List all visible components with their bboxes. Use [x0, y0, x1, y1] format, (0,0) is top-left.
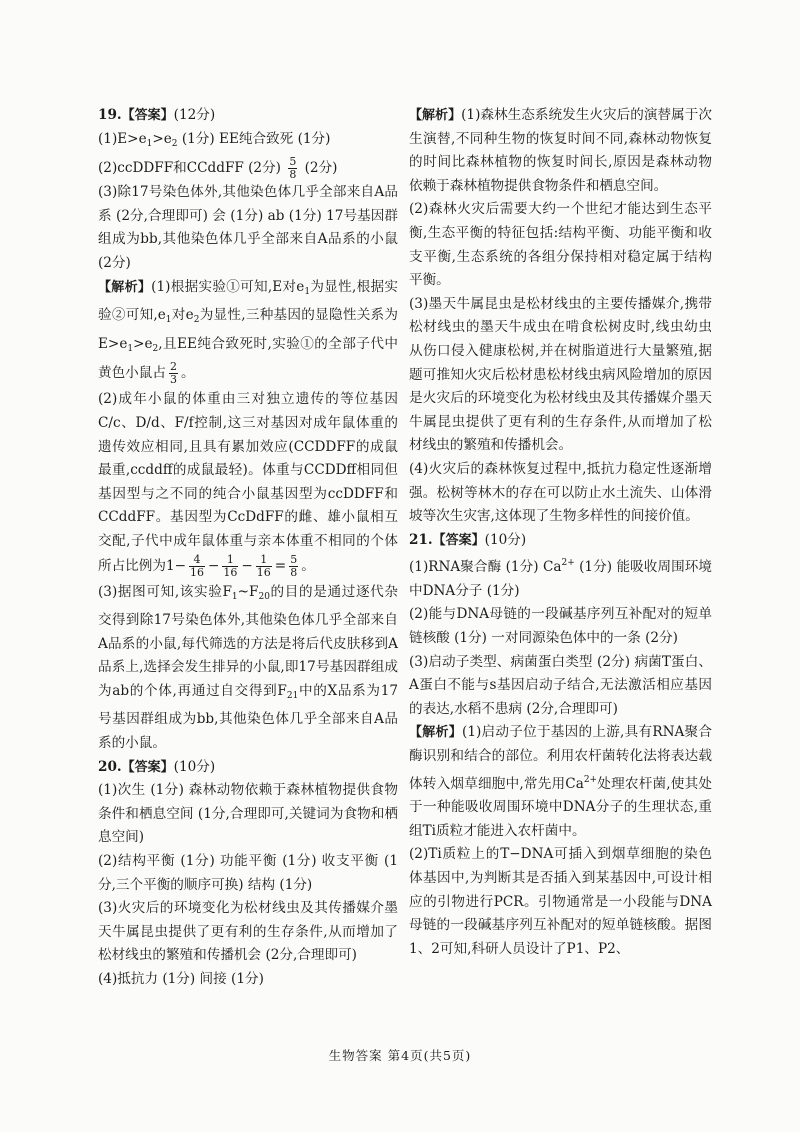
score: (12分) [173, 107, 216, 123]
q20-explanation-2: (2)森林火灾后需要大约一个世纪才能达到生态平衡,生态平衡的特征包括:结构平衡、功能平衡和收支平衡,生态系统的各组分保持相对稳定属于结构平衡。 [409, 201, 712, 289]
q19-answer-2 [98, 156, 398, 181]
q21-answer-2: (2)能与DNA母链的一段碱基序列互补配对的短单链核酸 (1分) 一对同源染色体中的一条 (2分) [409, 606, 712, 647]
q20-answer-1: (1)次生 (1分) 森林动物依赖于森林植物提供食物条件和栖息空间 (1分,合理即可,关键词为食物和栖息空间) [98, 782, 398, 846]
fraction [222, 554, 238, 579]
text: = [274, 557, 287, 574]
right-column [409, 104, 712, 961]
q20-answer-4: (4)抵抗力 (1分) 间接 (1分) [98, 971, 264, 987]
text: (3)据图可知,该实验F [98, 583, 232, 600]
subscript: 2 [171, 138, 178, 149]
text: 对e [171, 307, 194, 324]
question-number: 20. [98, 758, 122, 775]
answer-tag: 【答案】 [121, 759, 174, 775]
q21-explanation-2: (2)Ti质粒上的T−DNA可插入到烟草细胞的染色体基因中,为判断其是否插入到某基因中,可设计相应的引物进行PCR。引物通常是一小段能与DNA母链的一段碱基序列互补配对的短单链核酸。据图1、2可知,科研人员设计了P1、P2、 [409, 846, 712, 957]
subscript: 1 [304, 286, 311, 297]
text: (1分) EE纯合致死 (1分) [177, 130, 331, 147]
text: (1分) 能吸收周围环境中DNA分子 (1分) [409, 559, 712, 599]
text: ~F [237, 583, 259, 600]
subscript: 21 [286, 690, 299, 701]
answer-tag: 【答案】 [121, 108, 174, 123]
text: (1)根据实验①可知,E对e [151, 278, 305, 295]
text: 为显性,三种基因的显隐性关系为E>e [98, 307, 398, 352]
superscript: 2+ [583, 774, 598, 785]
denominator: 8 [289, 168, 297, 182]
page-footer: 生物答案 第4页(共5页) [328, 1048, 472, 1063]
subscript: 2 [152, 343, 159, 354]
denominator: 16 [256, 565, 271, 579]
q20-explanation-1 [409, 104, 712, 198]
left-column [98, 104, 398, 992]
q19-explanation-1 [98, 276, 398, 387]
score: (10分) [484, 531, 527, 548]
text: (2分) [300, 160, 338, 177]
fraction [256, 554, 272, 579]
subscript: 1 [165, 315, 172, 326]
q19-answer-1 [98, 128, 398, 157]
text: 为显性,根据实验②可知,e [98, 278, 398, 324]
q20-answer-2: (2)结构平衡 (1分) 功能平衡 (1分) 收支平衡 (1分,三个平衡的顺序可换) 结构 (1分) [98, 853, 398, 893]
answer-tag: 【答案】 [432, 532, 485, 548]
q21-answer-1 [409, 552, 712, 603]
subscript: 1 [231, 591, 238, 602]
fraction [289, 554, 298, 579]
subscript: 20 [258, 591, 270, 602]
subscript: 1 [127, 343, 134, 354]
q21-explanation-1 [409, 721, 712, 843]
text: 的目的是通过逐代杂交得到除17号染色体外,其他染色体几乎全部来自A品系的小鼠,每代筛选的方法是将后代皮肤移到A品系上,选择会发生排异的小鼠,即17号基因群组成为ab的个体,再通过自交得到F [98, 583, 398, 699]
numerator: 4 [189, 554, 205, 567]
text: 中的X品系为17号基因群组成为bb,其他染色体几乎全部来自A品系的小鼠。 [98, 682, 398, 752]
subscript: 1 [146, 138, 153, 149]
superscript: 2+ [561, 558, 575, 569]
fraction [288, 156, 297, 181]
q20-explanation-3: (3)墨天牛属昆虫是松材线虫的主要传播媒介,携带松材线虫的墨天牛成虫在啃食松树皮时,线虫幼虫从伤口侵入健康松树,并在树脂道进行大量繁殖,据题可推知火灾后松材患松材线虫病风险增加的原因是火灾后的环境变化为松材线虫及其传播媒介墨天牛属昆虫提供了更有利的生存条件,从而增加了松材线虫的繁殖和传播机会。 [409, 295, 712, 454]
text: (1)E>e [98, 130, 147, 147]
q20-header [98, 756, 398, 780]
question-number: 19. [98, 107, 122, 123]
text: 处理农杆菌,使其处于一种能吸收周围环境中DNA分子的生理状态,重组Ti质粒才能进入农杆菌中。 [409, 775, 712, 839]
text: (2)成年小鼠的体重由三对独立遗传的等位基因C/c、D/d、F/f控制,这三对基因对成年鼠体重的遗传效应相同,且具有累加效应(CCDDFF的成鼠最重,ccddff的成鼠最轻)。体重与CCDDff相同但基因型与之不同的纯合小鼠基因型为ccDDFF和CCddFF。基因型为CcDdFF的雌、雄小鼠相互交配,子代中成年鼠体重与亲本体重不相同的个体所占比例为1− [98, 391, 398, 574]
q21-header [409, 529, 712, 553]
fraction [169, 361, 178, 386]
text: 。 [180, 365, 195, 382]
denominator: 16 [190, 565, 205, 579]
q19-answer-3: (3)除17号染色体外,其他染色体几乎全部来自A品系 (2分,合理即可) 会 (1分) ab (1分) 17号基因群组成为bb,其他染色体几乎全部来自A品系的小鼠 (2分) [98, 184, 398, 271]
q21-answer-3: (3)启动子类型、病菌蛋白类型 (2分) 病菌T蛋白、A蛋白不能与s基因启动子结合,无法激活相应基因的表达,水稻不患病 (2分,合理即可) [409, 653, 712, 717]
text: 。 [301, 557, 315, 574]
q20-explanation-4: (4)火灾后的森林恢复过程中,抵抗力稳定性逐渐增强。松树等林木的存在可以防止水土流失、山体滑坡等次生灾害,这体现了生物多样性的间接价值。 [409, 460, 712, 525]
numerator: 1 [222, 554, 238, 567]
explanation-tag: 【解析】 [98, 279, 152, 295]
denominator: 16 [223, 565, 238, 579]
explanation-tag: 【解析】 [409, 108, 462, 123]
numerator: 1 [256, 554, 272, 567]
explanation-tag: 【解析】 [409, 725, 463, 741]
text: − [208, 557, 220, 574]
text: − [241, 557, 253, 574]
text: ,且EE纯合致死时,实验①的全部子代中黄色小鼠占 [98, 335, 398, 382]
numerator: 5 [290, 552, 298, 566]
denominator: 3 [169, 373, 177, 387]
text: (2)ccDDFF和CCddFF (2分) [98, 160, 286, 177]
fraction [189, 554, 205, 579]
q19-header [98, 104, 398, 128]
numerator: 2 [169, 360, 177, 374]
numerator: 5 [289, 155, 297, 169]
q19-explanation-2 [98, 388, 398, 578]
text: (1)森林生态系统发生火灾后的演替属于次生演替,不同种生物的恢复时间不同,森林动物恢复的时间比森林植物的恢复时间长,原因是森林动物依赖于森林植物提供食物条件和栖息空间。 [409, 107, 712, 194]
score: (10分) [173, 758, 216, 775]
denominator: 8 [290, 565, 298, 579]
question-number: 21. [409, 531, 433, 548]
text: >e [152, 130, 172, 147]
text: (1)RNA聚合酶 (1分) Ca [409, 559, 562, 576]
subscript: 2 [193, 315, 200, 326]
text: (1)启动子位于基因的上游,具有RNA聚合酶识别和结合的部位。利用农杆菌转化法将表达载体转入烟草细胞中,常先用Ca [409, 724, 712, 792]
q19-explanation-3 [98, 581, 398, 756]
text: >e [133, 335, 153, 352]
q20-answer-3: (3)火灾后的环境变化为松材线虫及其传播媒介墨天牛属昆虫提供了更有利的生存条件,从而增加了松材线虫的繁殖和传播机会 (2分,合理即可) [98, 900, 398, 964]
